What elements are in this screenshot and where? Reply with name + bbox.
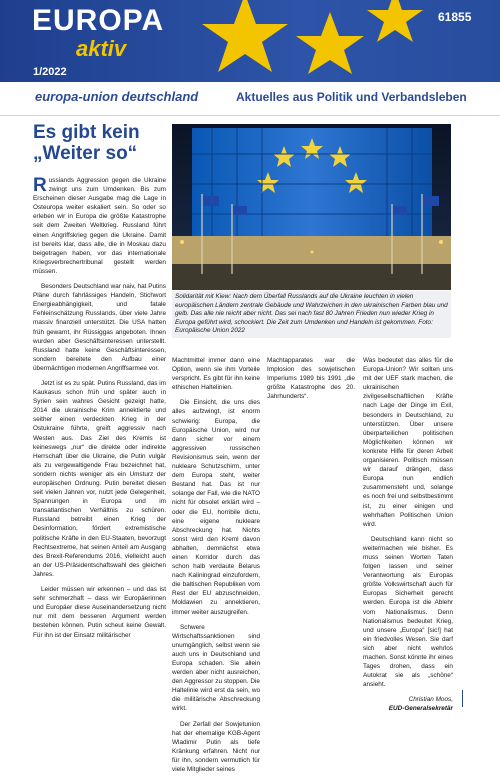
building-image	[172, 124, 451, 290]
issue-number: 1/2022	[33, 66, 67, 78]
article-column-1	[33, 176, 166, 646]
page-rule	[462, 690, 463, 707]
paragraph: Der Zerfall der Sowjetunion hat der ehemalige KGB-Agent Wladimir Putin als tiefe Kränkung erfahren. Nicht nur für ihn, sondern vermutlich für viele Mitglieder seines	[172, 720, 260, 774]
article-photo	[172, 124, 451, 290]
article-column-4	[363, 356, 453, 720]
signature-name: Christian Moos,	[408, 696, 453, 704]
article-title	[33, 122, 163, 164]
article-title-line: Es gibt kein	[33, 122, 140, 143]
paragraph: Die Einsicht, die uns dies alles aufzwingt, ist enorm schwierig: Europa, die Europäische Union, wird nur dann sicher vor einem aggressiven russischen Revisionismus sein, wenn der nukleare Schutzschirm, unter dem Europa steht, weiter Bestand hat. Das ist nur solange der Fall, wie die NATO nicht für obsolet erklärt wird – oder die EU, horribile dictu, eine eigene nukleare Abschreckung hat. Nichts sonst wird den Kreml davon abhalten, demnächst etwa einen Korridor durch das schon halb verdaute Belarus nach Kaliningrad einzufordern, die baltischen Republiken vom Rest der EU abzuschneiden, Moldawien zu annektieren, immer weiter auszugreifen.	[172, 399, 260, 616]
issue-code: 61855	[438, 10, 472, 24]
masthead-title: EUROPA	[32, 4, 165, 37]
signature	[363, 695, 453, 713]
paragraph: Machtmittel immer dann eine Option, wenn sie ihm Vorteile verspricht. Es gibt für ihn keine ethischen Haltelinien.	[172, 357, 260, 392]
article-column-2	[172, 356, 260, 780]
paragraph: Jetzt ist es zu spät. Putins Russland, das im Kaukasus schon früh und später auch in Syrien sein wahres Gesicht gezeigt hatte, 2014 die ukrainische Krim annektierte und seither einen verdeckten Krieg in der Ostukraine führte, greift aggressiv nach Westen aus. Das Ziel des Kremls ist keineswegs „nur“ die direkte oder indirekte Herrschaft über die Ukraine, die Putin vulgär als zu vergewaltigende Frau bezeichnet hat, sondern nichts weniger als ein Umsturz der europäischen Ordnung. Putin bereitet diesen seit vielen Jahren vor, nutzt jede Gelegenheit, Spannungen in Europa und im transatlantischen Verhältnis zu schüren. Russland betreibt einen Krieg der Desinformation, fördert extremistische politische Kräfte in den EU-Staaten, bevorzugt Rechtsextreme, hat seinen Anteil am Ausgang des Brexit-Referendums 2016, vielleicht auch an der US-Präsidentschaftswahl des gleichen Jahres.	[33, 379, 166, 578]
paragraph: Besonders Deutschland war naiv, hat Putins Pläne durch fahrlässiges Handeln, Stichwort Energieabhängigkeit, und fatale Fehleinschätzung Russlands, über viele Jahre massiv finanziell unterstützt. Die USA hatten früh gewarnt, ihr Rüssiggas angeboten. Ihnen wurden aber Geschäftsinteressen unterstellt. Russland hatte keine Geschäftsinteressen, sondern bereitete den Aufbau einer übermächtigen modernen Angriffsarmee vor.	[33, 283, 166, 372]
paragraph: Schwere Wirtschaftssanktionen sind unumgänglich, selbst wenn sie auch uns in Deutschland und Europa schaden. Sie allein werden aber nicht ausreichen, den Aggressor zu stoppen. Die Haltelinie wird erst da sein, wo die militärische Abschreckung wirkt.	[172, 623, 260, 713]
paragraph: Leider müssen wir erkennen – und das ist sehr schmerzhaft – dass wir Europäerinnen und Europäer diese Auseinandersetzung nicht nur mit dem besseren Argument werden bestehen können. Putin scheut keine Gewalt. Für ihn ist der Einsatz militärischer	[33, 586, 166, 639]
article-column-3	[267, 356, 355, 407]
masthead-subtitle: aktiv	[76, 36, 127, 61]
paragraph-text: ussiands Aggression gegen die Ukraine zwingt uns zum Umdenken. Bis zum Erscheinen dieser Ausgabe mag die Lage in Osteuropa weiter eskaliert sein. So oder so erleben wir in Europa die größte Katastrophe seit dem Zweiten Weltkrieg. Russland führt einen Angriffskrieg gegen die Ukraine. Damit ist bereits klar, dass alle, die in Moskau dazu beigetragen haben, vor das internationale Kriegsverbrechertribunal gestellt werden müssen.	[33, 177, 166, 275]
signature-role: EUD-Generalsekretär	[388, 705, 453, 713]
drop-cap: R	[33, 175, 47, 196]
paragraph: Deutschland kann nicht so weitermachen wie bisher. Es muss seinen Worten Taten folgen lassen und seiner Verantwortung als Europas größte Volkswirtschaft auch für Europas Sicherheit gerecht werden. Europa ist die Ablehr vom Nationalismus. Denn Nationalismus bedeutet Krieg, und unsere „Europa“ [sic!] hat ein friedvolles Wesen. Sie darf sich aber nicht wehrlos machen. Sonst könnte ihr eines Tages drohen, dass ein Autokrat sie als „schöne“ ansieht.	[363, 535, 453, 689]
organization-name: europa-union deutschland	[35, 89, 199, 104]
photo-caption: Solidarität mit Kiew: Nach dem Überfall Russlands auf die Ukraine leuchten in vielen europäischen Ländern zentrale Gebäude und Wahrzeichen in den ukrainischen Farben blau und gelb. Das alle nie reicht aber nicht. Das sei nach fast 80 Jahren Frieden nun wieder Krieg in Europa geführt wird, schockiert. Die Zeit zum Umdenken und Handeln ist gekommen. Foto: Europäische Union 2022	[172, 291, 451, 338]
subheader-tagline: Aktuelles aus Politik und Verbandsleben	[236, 90, 467, 104]
paragraph: Machtapparates war die Implosion des sowjetischen Imperiums 1989 bis 1991 „die größte Katastrophe des 20. Jahrhunderts“.	[267, 357, 355, 401]
paragraph: Was bedeutet das alles für die Europa-Union? Wir sollten uns mit der UEF stark machen, die ukrainischen zivilgesellschaftlichen Kräfte nach Lage der Dinge im Exil, besonders in Deutschland, zu unterstützen. Über unsere überparteilichen politischen Möglichkeiten können wir konkrete Hilfe für deren Arbeit organisieren. Politisch müssen wir darauf drängen, dass Europa nun endlich zusammensteht und, solange es noch frei und selbstbestimmt ist, zu einer einigen und wehrhaften Politischen Union wird.	[363, 357, 453, 528]
masthead	[0, 0, 500, 82]
paragraph	[33, 176, 166, 276]
article-title-line: „Weiter so“	[33, 143, 138, 164]
